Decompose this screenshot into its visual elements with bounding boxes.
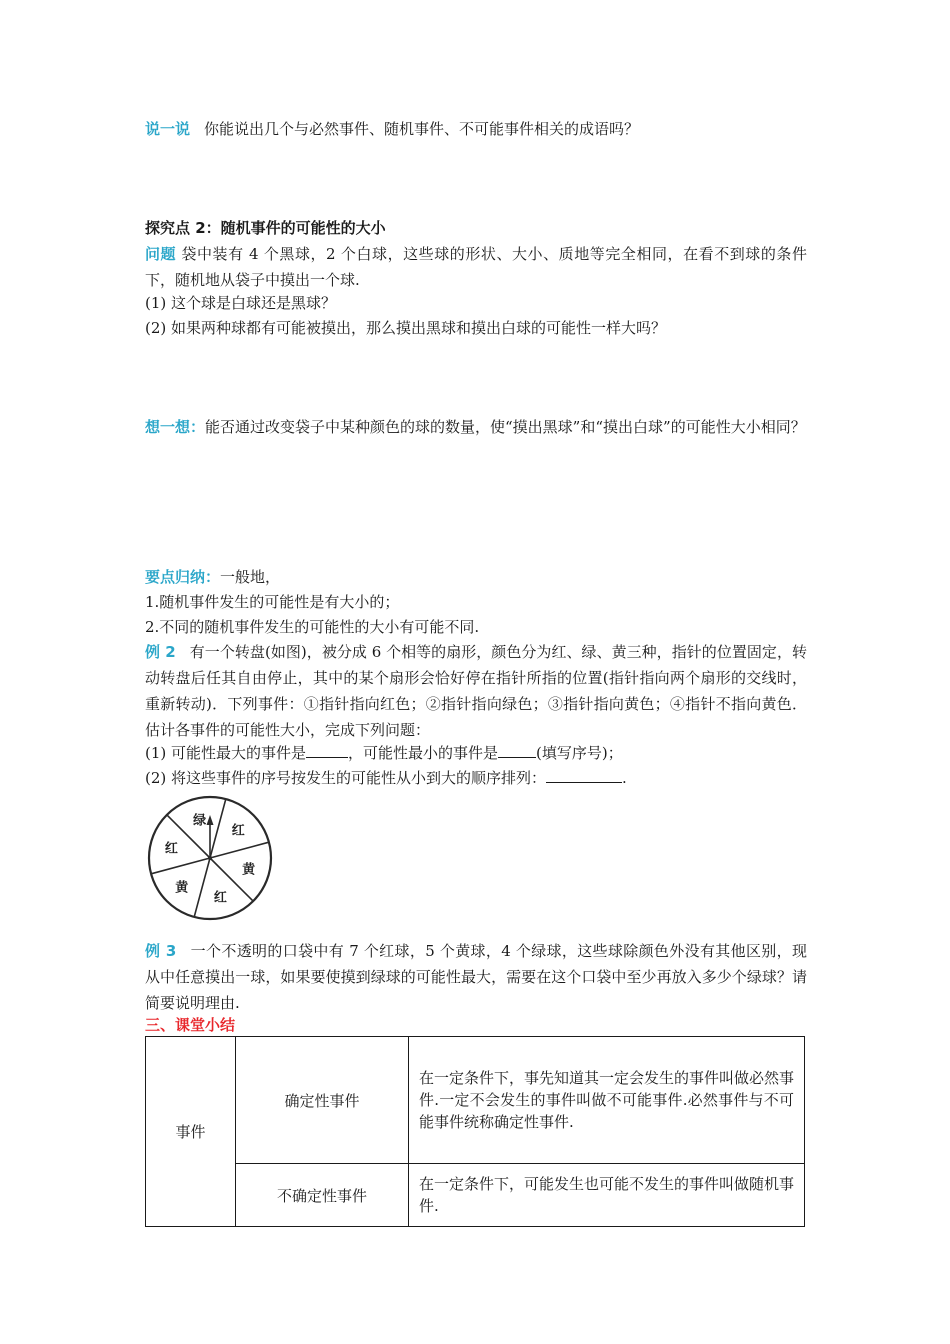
sector-label: 黄 (242, 862, 256, 878)
answer-blank-1[interactable] (306, 741, 348, 758)
say-label: 说一说 (145, 120, 191, 138)
sector-divider (210, 799, 226, 858)
key-points-intro (145, 564, 807, 590)
deterministic-type-cell: 确定性事件 (236, 1037, 409, 1164)
sector-label: 红 (231, 823, 245, 839)
think-label: 想一想： (145, 418, 206, 436)
q1-part-c: (填写序号)； (536, 744, 623, 762)
event-cell: 事件 (146, 1037, 236, 1227)
example-2-label: 例 2 (145, 643, 176, 661)
sector-label: 黄 (175, 880, 189, 896)
example-2-paragraph (145, 639, 807, 743)
sector-label: 绿 (193, 813, 207, 829)
think-paragraph (145, 414, 807, 440)
question-1: (1) 这个球是白球还是黑球？ (145, 294, 337, 312)
key-point-2: 2.不同的随机事件发生的可能性的大小有可能不同. (145, 618, 480, 636)
think-text: 能否通过改变袋子中某种颜色的球的数量，使“摸出黑球”和“摸出白球”的可能性大小相同？ (205, 418, 806, 436)
q2-part-b: . (622, 769, 627, 787)
key-points-intro-text: 一般地， (220, 568, 281, 586)
sector-divider (210, 842, 269, 858)
explore-heading: 探究点 2：随机事件的可能性的大小 (145, 219, 386, 237)
key-point-1: 1.随机事件发生的可能性是有大小的； (145, 593, 400, 611)
q1-part-a: (1) 可能性最大的事件是 (145, 744, 307, 762)
say-text: 你能说出几个与必然事件、随机事件、不可能事件相关的成语吗？ (204, 120, 640, 138)
table-row (146, 1037, 805, 1164)
example-2-question-1 (145, 740, 807, 766)
summary-heading: 三、课堂小结 (145, 1016, 236, 1034)
summary-table (145, 1036, 805, 1227)
key-points-label: 要点归纳： (145, 568, 221, 586)
table-row (146, 1164, 805, 1227)
pointer-arrow-icon (207, 815, 214, 825)
sector-label: 红 (213, 890, 227, 906)
q1-part-b: ，可能性最小的事件是 (348, 744, 499, 762)
problem-paragraph (145, 241, 807, 293)
deterministic-desc-cell: 在一定条件下，事先知道其一定会发生的事件叫做必然事件.一定不会发生的事件叫做不可能事件.必然事件与不可能事件统称确定性事件. (409, 1037, 805, 1164)
example-3-paragraph (145, 938, 807, 1016)
example-2-text: 有一个转盘(如图)，被分成 6 个相等的扇形，颜色分为红、绿、黄三种，指针的位置固定，转动转盘后任其自由停止，其中的某个扇形会恰好停在指针所指的位置(指针指向两个扇形的交线时，重新转动)．下列事件：①指针指向红色；②指针指向绿色；③指针指向黄色；④指针不指向黄色．估计各事件的可能性大小，完成下列问题： (145, 643, 807, 739)
sector-divider (151, 858, 210, 874)
example-2-question-2 (145, 765, 807, 791)
example-3-text: 一个不透明的口袋中有 7 个红球，5 个黄球，4 个绿球，这些球除颜色外没有其他区别，现从中任意摸出一球，如果要使摸到绿球的可能性最大，需要在这个口袋中至少再放入多少个绿球？请简要说明理由. (145, 942, 807, 1012)
wheel-center-pin (208, 856, 212, 860)
question-2: (2) 如果两种球都有可能被摸出，那么摸出黑球和摸出白球的可能性一样大吗？ (145, 319, 667, 337)
spinner-wheel (147, 795, 277, 925)
say-section (145, 116, 807, 142)
sector-divider (194, 858, 210, 917)
random-type-cell: 不确定性事件 (236, 1164, 409, 1227)
q2-part-a: (2) 将这些事件的序号按发生的可能性从小到大的顺序排列： (145, 769, 547, 787)
example-3-label: 例 3 (145, 942, 177, 960)
random-desc-cell: 在一定条件下，可能发生也可能不发生的事件叫做随机事件. (409, 1164, 805, 1227)
problem-label: 问题 (145, 245, 177, 263)
sector-label: 红 (164, 841, 178, 857)
answer-blank-2[interactable] (498, 741, 536, 758)
answer-blank-3[interactable] (546, 766, 622, 783)
problem-text: 袋中装有 4 个黑球，2 个白球，这些球的形状、大小、质地等完全相同，在看不到球的条件下，随机地从袋子中摸出一个球. (145, 245, 807, 289)
